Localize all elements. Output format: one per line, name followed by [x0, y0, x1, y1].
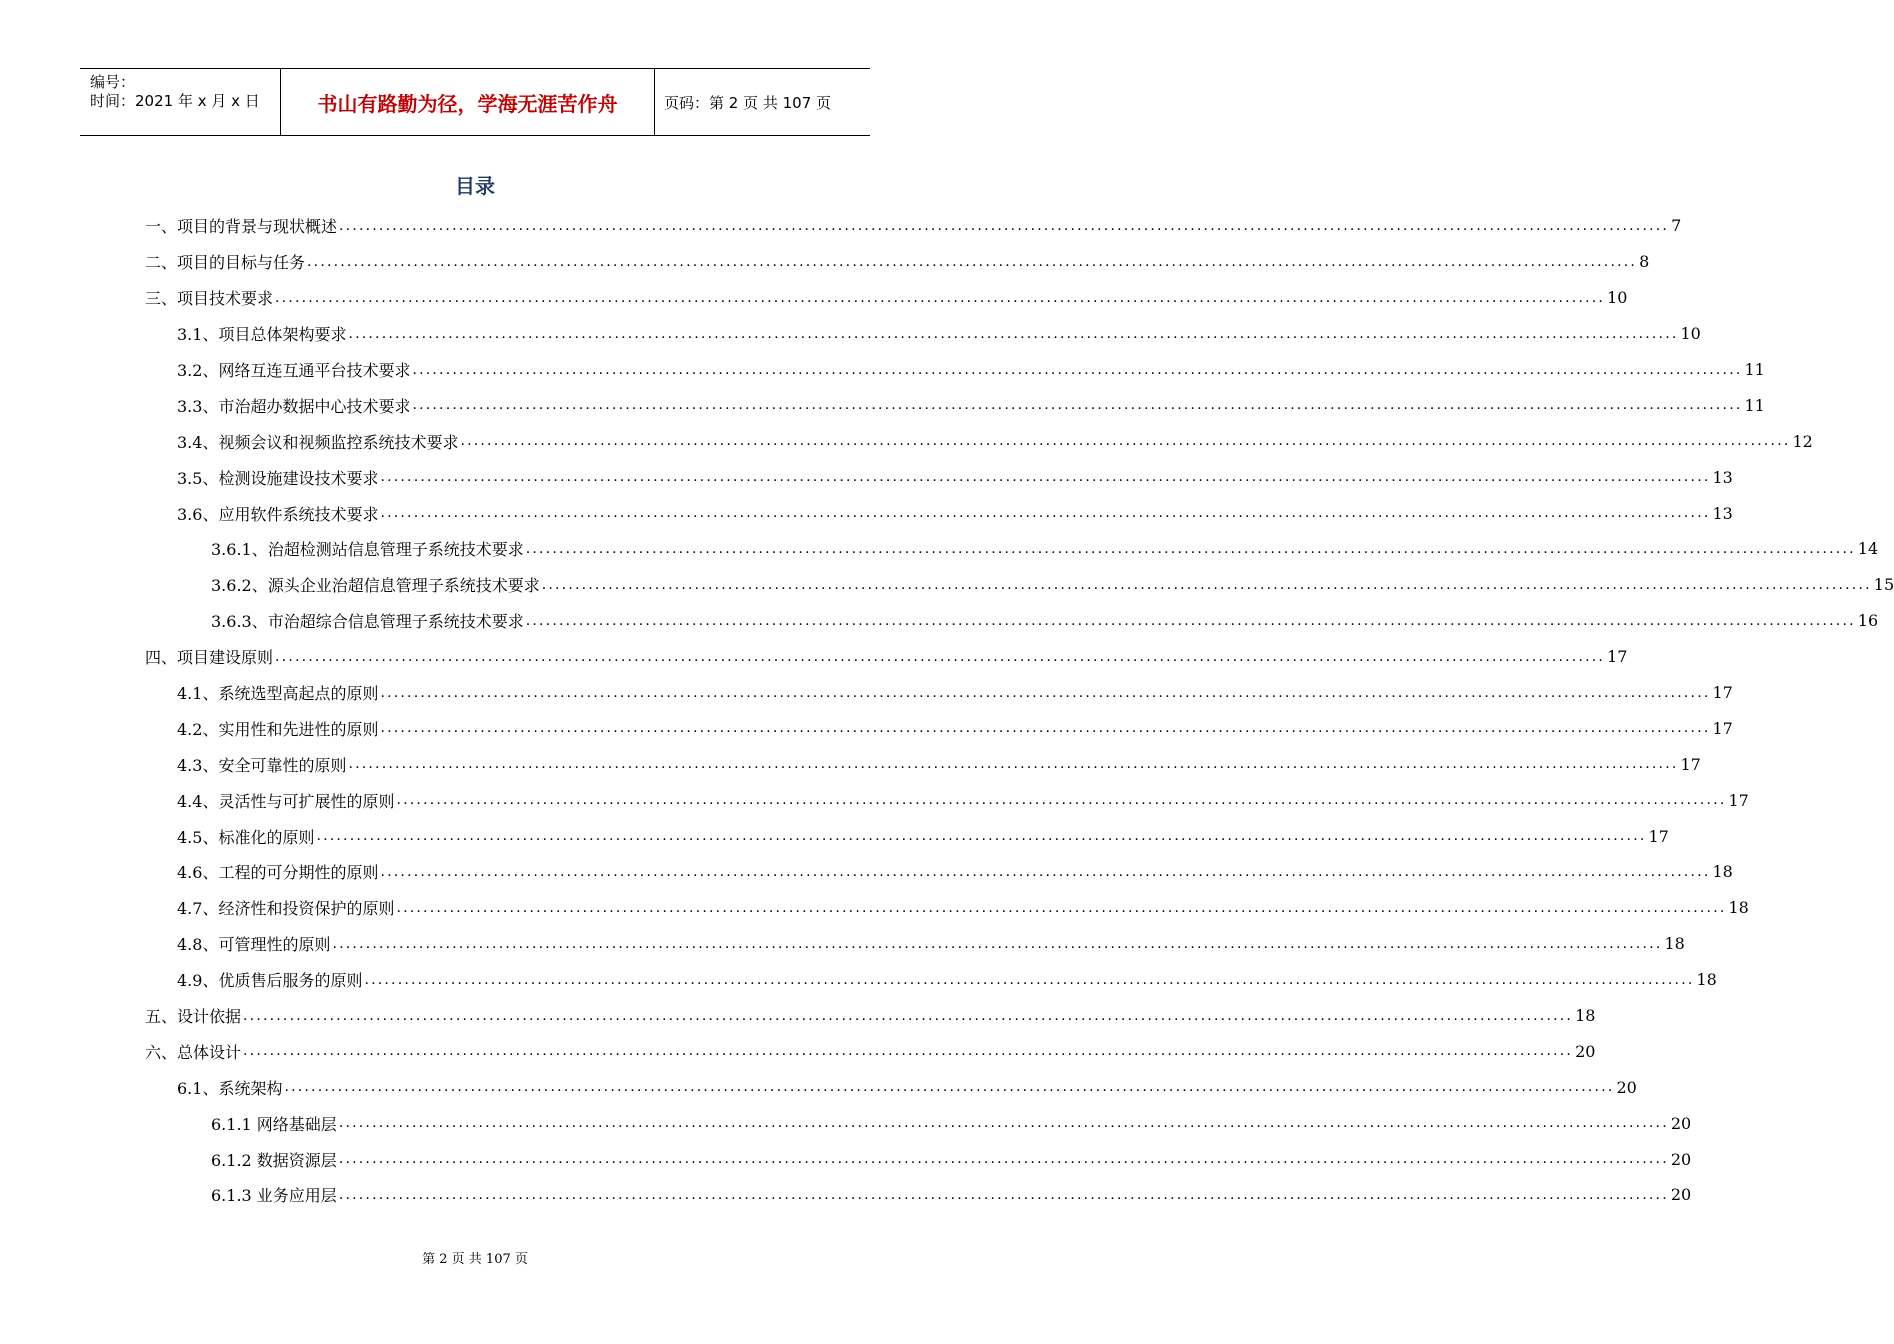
toc-entry-page: 20 [1670, 1149, 1692, 1169]
toc-entry[interactable] [145, 962, 1717, 998]
toc-entry[interactable] [145, 1033, 1596, 1069]
toc-entry-title: 4.6、工程的可分期性的原则 [177, 863, 379, 883]
toc-entry[interactable] [145, 1177, 1692, 1213]
toc-entry-page: 13 [1712, 467, 1733, 487]
toc-entry[interactable] [145, 423, 1813, 459]
toc-entry-title: 4.8、可管理性的原则 [177, 935, 331, 955]
toc-entry-title: 一、项目的背景与现状概述 [145, 217, 338, 237]
toc-entry-page: 18 [1696, 970, 1717, 990]
toc-dot-leader: ........................................................................................................................................................................................................ [316, 828, 1647, 845]
toc-entry-page: 18 [1728, 898, 1749, 918]
toc-dot-leader: ........................................................................................................................................................................................................ [307, 253, 1638, 270]
toc-entry[interactable] [145, 926, 1685, 962]
toc-entry-title: 6.1.1 网络基础层 [211, 1114, 337, 1134]
toc-entry-page: 17 [1712, 683, 1733, 703]
toc-entry[interactable] [145, 1069, 1637, 1105]
toc-entry[interactable] [145, 639, 1628, 675]
toc-dot-leader: ........................................................................................................................................................................................................ [525, 612, 1856, 629]
toc-dot-leader: ........................................................................................................................................................................................................ [284, 1079, 1615, 1096]
header-divider [654, 69, 655, 135]
toc-entry[interactable] [145, 998, 1596, 1034]
toc-entry-title: 3.1、项目总体架构要求 [177, 325, 347, 345]
toc-dot-leader: ........................................................................................................................................................................................................ [338, 1186, 1669, 1203]
toc-entry[interactable] [145, 459, 1733, 495]
toc-entry-title: 6.1.2 数据资源层 [211, 1150, 337, 1170]
header-number-label: 编号： [90, 73, 136, 91]
header-time-label: 时间：2021 年 x 月 x 日 [90, 92, 260, 110]
toc-entry-title: 4.2、实用性和先进性的原则 [177, 719, 379, 739]
toc-dot-leader: ........................................................................................................................................................................................................ [541, 576, 1872, 593]
toc-dot-leader: ........................................................................................................................................................................................................ [338, 1151, 1669, 1168]
toc-dot-leader: ........................................................................................................................................................................................................ [412, 397, 1743, 414]
toc-entry[interactable] [145, 316, 1701, 352]
toc-entry-page: 17 [1712, 718, 1733, 738]
toc-entry-title: 3.4、视频会议和视频监控系统技术要求 [177, 432, 459, 452]
toc-entry-title: 3.6.1、治超检测站信息管理子系统技术要求 [211, 540, 524, 560]
toc-dot-leader: ........................................................................................................................................................................................................ [396, 792, 1727, 809]
toc-dot-leader: ........................................................................................................................................................................................................ [525, 540, 1856, 557]
toc-dot-leader: ........................................................................................................................................................................................................ [364, 971, 1695, 988]
toc-dot-leader: ........................................................................................................................................................................................................ [243, 1043, 1574, 1060]
toc-entry-title: 3.6、应用软件系统技术要求 [177, 504, 379, 524]
toc-entry-page: 11 [1744, 395, 1765, 415]
toc-entry-title: 六、总体设计 [145, 1042, 242, 1062]
toc-entry-title: 6.1、系统架构 [177, 1078, 283, 1098]
toc-entry[interactable] [145, 531, 1879, 567]
toc-dot-leader: ........................................................................................................................................................................................................ [380, 720, 1711, 737]
toc-entry-page: 11 [1744, 360, 1765, 379]
toc-entry-page: 18 [1712, 862, 1733, 882]
toc-entry[interactable] [145, 495, 1733, 531]
toc-entry-page: 20 [1670, 1113, 1692, 1133]
toc-entry-title: 3.5、检测设施建设技术要求 [177, 468, 379, 488]
header-page-label: 页码：第 2 页 共 107 页 [664, 93, 832, 112]
toc-dot-leader: ........................................................................................................................................................................................................ [460, 433, 1791, 450]
toc-entry-page: 20 [1670, 1185, 1692, 1205]
toc-entry-page: 17 [1728, 790, 1749, 810]
toc-entry[interactable] [145, 244, 1650, 280]
toc-entry-title: 4.5、标准化的原则 [177, 827, 315, 847]
toc-dot-leader: ........................................................................................................................................................................................................ [243, 1007, 1574, 1024]
toc-dot-leader: ........................................................................................................................................................................................................ [380, 684, 1711, 701]
toc-entry[interactable] [145, 387, 1765, 423]
toc-entry-title: 三、项目技术要求 [145, 289, 274, 309]
toc-entry-title: 4.4、灵活性与可扩展性的原则 [177, 791, 395, 811]
toc-entry-page: 8 [1639, 252, 1650, 272]
toc-dot-leader: ........................................................................................................................................................................................................ [275, 648, 1606, 665]
toc-entry-page: 10 [1680, 324, 1701, 344]
toc-entry-title: 3.6.3、市治超综合信息管理子系统技术要求 [211, 612, 524, 632]
toc-dot-leader: ........................................................................................................................................................................................................ [380, 505, 1711, 522]
toc-entry-title: 6.1.3 业务应用层 [211, 1186, 337, 1206]
toc-entry-title: 4.3、安全可靠性的原则 [177, 755, 347, 775]
toc-entry-page: 16 [1857, 611, 1879, 631]
toc-entry-title: 4.9、优质售后服务的原则 [177, 971, 363, 991]
toc-dot-leader: ........................................................................................................................................................................................................ [275, 289, 1606, 306]
toc-title: 目录 [455, 174, 495, 198]
toc-entry-page: 13 [1712, 503, 1733, 523]
toc-dot-leader: ........................................................................................................................................................................................................ [396, 899, 1727, 916]
toc-entry-title: 3.3、市治超办数据中心技术要求 [177, 396, 411, 416]
toc-dot-leader: ........................................................................................................................................................................................................ [412, 361, 1743, 378]
toc-entry[interactable] [145, 746, 1701, 782]
toc-entry-page: 18 [1575, 1006, 1596, 1026]
toc-entry[interactable] [145, 1105, 1692, 1141]
toc-entry-title: 3.2、网络互连互通平台技术要求 [177, 361, 411, 380]
toc-entry-page: 12 [1792, 431, 1813, 451]
toc-entry-title: 4.1、系统选型高起点的原则 [177, 684, 379, 704]
toc-entry-page: 17 [1680, 754, 1701, 774]
toc-entry[interactable] [145, 352, 1765, 388]
toc-entry[interactable] [145, 603, 1879, 639]
toc-entry[interactable] [145, 208, 1682, 244]
toc-entry-title: 四、项目建设原则 [145, 648, 274, 668]
toc-entry[interactable] [145, 782, 1749, 818]
toc-dot-leader: ........................................................................................................................................................................................................ [339, 217, 1670, 234]
toc-entry-page: 7 [1671, 216, 1682, 236]
toc-entry[interactable] [145, 890, 1749, 926]
toc-entry-title: 五、设计依据 [145, 1007, 242, 1027]
header-motto: 书山有路勤为径，学海无涯苦作舟 [317, 91, 618, 116]
toc-entry-page: 20 [1575, 1041, 1596, 1061]
toc-entry[interactable] [145, 675, 1733, 711]
toc-entry-title: 3.6.2、源头企业治超信息管理子系统技术要求 [211, 576, 540, 596]
toc-entry[interactable] [145, 818, 1669, 854]
toc-entry-page: 20 [1616, 1077, 1637, 1097]
toc-dot-leader: ........................................................................................................................................................................................................ [348, 756, 1679, 773]
toc-entry[interactable] [145, 710, 1733, 746]
toc-entry[interactable] [145, 567, 1894, 603]
toc-entry-page: 17 [1607, 647, 1628, 667]
toc-entry[interactable] [145, 280, 1628, 316]
page-footer: 第 2 页 共 107 页 [422, 1252, 528, 1267]
toc-entry-page: 10 [1607, 288, 1628, 308]
toc-dot-leader: ........................................................................................................................................................................................................ [380, 863, 1711, 880]
toc-entry-page: 14 [1857, 539, 1879, 559]
toc-dot-leader: ........................................................................................................................................................................................................ [338, 1115, 1669, 1132]
toc-dot-leader: ........................................................................................................................................................................................................ [380, 469, 1711, 486]
toc-entry-page: 18 [1664, 934, 1685, 954]
toc-entry-title: 4.7、经济性和投资保护的原则 [177, 899, 395, 919]
toc-entry[interactable] [145, 1141, 1692, 1177]
toc-dot-leader: ........................................................................................................................................................................................................ [348, 325, 1679, 342]
toc-entry-title: 二、项目的目标与任务 [145, 253, 306, 273]
header-meta [90, 73, 260, 111]
toc-dot-leader: ........................................................................................................................................................................................................ [332, 935, 1663, 952]
toc-entry[interactable] [145, 854, 1733, 890]
toc-entry-page: 15 [1873, 575, 1894, 595]
table-of-contents [145, 208, 1894, 1213]
toc-entry-page: 17 [1648, 826, 1669, 846]
page-header [80, 68, 870, 136]
